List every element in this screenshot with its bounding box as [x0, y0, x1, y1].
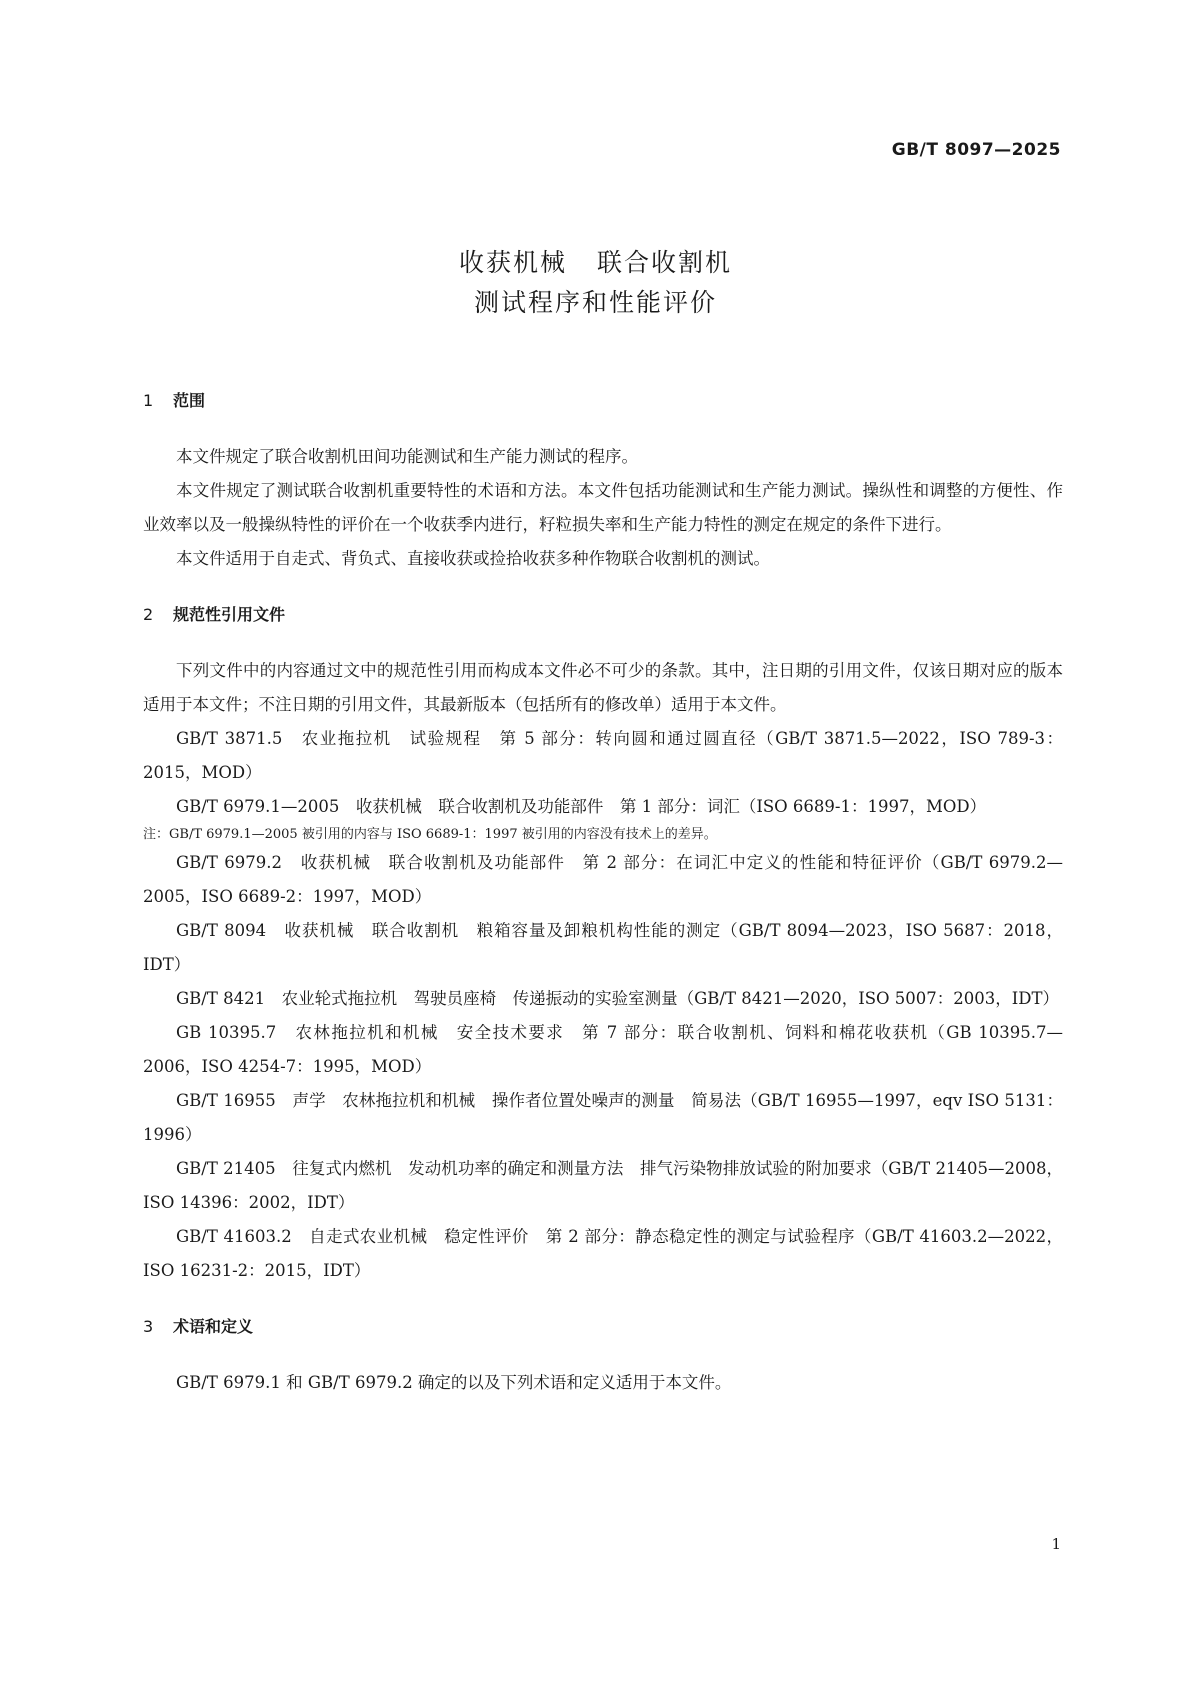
- reference-item: GB/T 41603.2 自走式农业机械 稳定性评价 第 2 部分：静态稳定性的测定与试验程序（GB/T 41603.2—2022，ISO 16231-2：2015，IDT）: [143, 1227, 1063, 1280]
- title-line-1: [0, 243, 1191, 283]
- document-title: [0, 243, 1191, 323]
- section-number: 2: [143, 605, 154, 624]
- reference-item: GB/T 21405 往复式内燃机 发动机功率的确定和测量方法 排气污染物排放试验的附加要求（GB/T 21405—2008，ISO 14396：2002，IDT）: [143, 1159, 1063, 1212]
- section-title: 范围: [173, 391, 206, 410]
- section-1-heading: [143, 384, 1063, 418]
- document-body: [143, 384, 1063, 1400]
- section-number: 3: [143, 1317, 154, 1336]
- title-line-2: 测试程序和性能评价: [473, 288, 717, 317]
- page-number: 1: [1051, 1535, 1061, 1553]
- title-part-combine: 联合收割机: [597, 248, 733, 277]
- normative-references-intro: 下列文件中的内容通过文中的规范性引用而构成本文件必不可少的条款。其中，注日期的引用文件，仅该日期对应的版本适用于本文件；不注日期的引用文件，其最新版本（包括所有的修改单）适用于本文件。: [143, 661, 1063, 714]
- scope-paragraph-3: 本文件适用于自走式、背负式、直接收获或捡拾收获多种作物联合收割机的测试。: [176, 549, 770, 568]
- reference-item: GB/T 16955 声学 农林拖拉机和机械 操作者位置处噪声的测量 简易法（GB/T 16955—1997，eqv ISO 5131：1996）: [143, 1091, 1063, 1144]
- reference-item: GB/T 8421 农业轮式拖拉机 驾驶员座椅 传递振动的实验室测量（GB/T 8421—2020，ISO 5007：2003，IDT）: [176, 989, 1060, 1008]
- reference-item: GB/T 8094 收获机械 联合收割机 粮箱容量及卸粮机构性能的测定（GB/T 8094—2023，ISO 5687：2018，IDT）: [143, 921, 1063, 974]
- terms-paragraph: GB/T 6979.1 和 GB/T 6979.2 确定的以及下列术语和定义适用于本文件。: [176, 1373, 732, 1392]
- section-3-heading: [143, 1310, 1063, 1344]
- scope-paragraph-1: 本文件规定了联合收割机田间功能测试和生产能力测试的程序。: [176, 447, 638, 466]
- section-title: 术语和定义: [173, 1317, 254, 1336]
- section-title: 规范性引用文件: [173, 605, 286, 624]
- title-part-harvest-machinery: 收获机械: [458, 248, 567, 277]
- reference-item: GB/T 6979.2 收获机械 联合收割机及功能部件 第 2 部分：在词汇中定义的性能和特征评价（GB/T 6979.2—2005，ISO 6689-2：1997，MOD）: [143, 853, 1063, 906]
- scope-paragraph-2: 本文件规定了测试联合收割机重要特性的术语和方法。本文件包括功能测试和生产能力测试。操纵性和调整的方便性、作业效率以及一般操纵特性的评价在一个收获季内进行，籽粒损失率和生产能力特性的测定在规定的条件下进行。: [143, 481, 1063, 534]
- section-number: 1: [143, 391, 154, 410]
- section-2-heading: [143, 598, 1063, 632]
- reference-item: GB/T 3871.5 农业拖拉机 试验规程 第 5 部分：转向圆和通过圆直径（GB/T 3871.5—2022，ISO 789-3：2015，MOD）: [143, 729, 1063, 782]
- reference-item: GB/T 6979.1—2005 收获机械 联合收割机及功能部件 第 1 部分：词汇（ISO 6689-1：1997，MOD）: [176, 797, 987, 816]
- reference-item: GB 10395.7 农林拖拉机和机械 安全技术要求 第 7 部分：联合收割机、饲料和棉花收获机（GB 10395.7—2006，ISO 4254-7：1995，MOD）: [143, 1023, 1063, 1076]
- reference-note: 注：GB/T 6979.1—2005 被引用的内容与 ISO 6689-1：1997 被引用的内容没有技术上的差异。: [143, 827, 717, 842]
- standard-code: GB/T 8097—2025: [891, 140, 1061, 160]
